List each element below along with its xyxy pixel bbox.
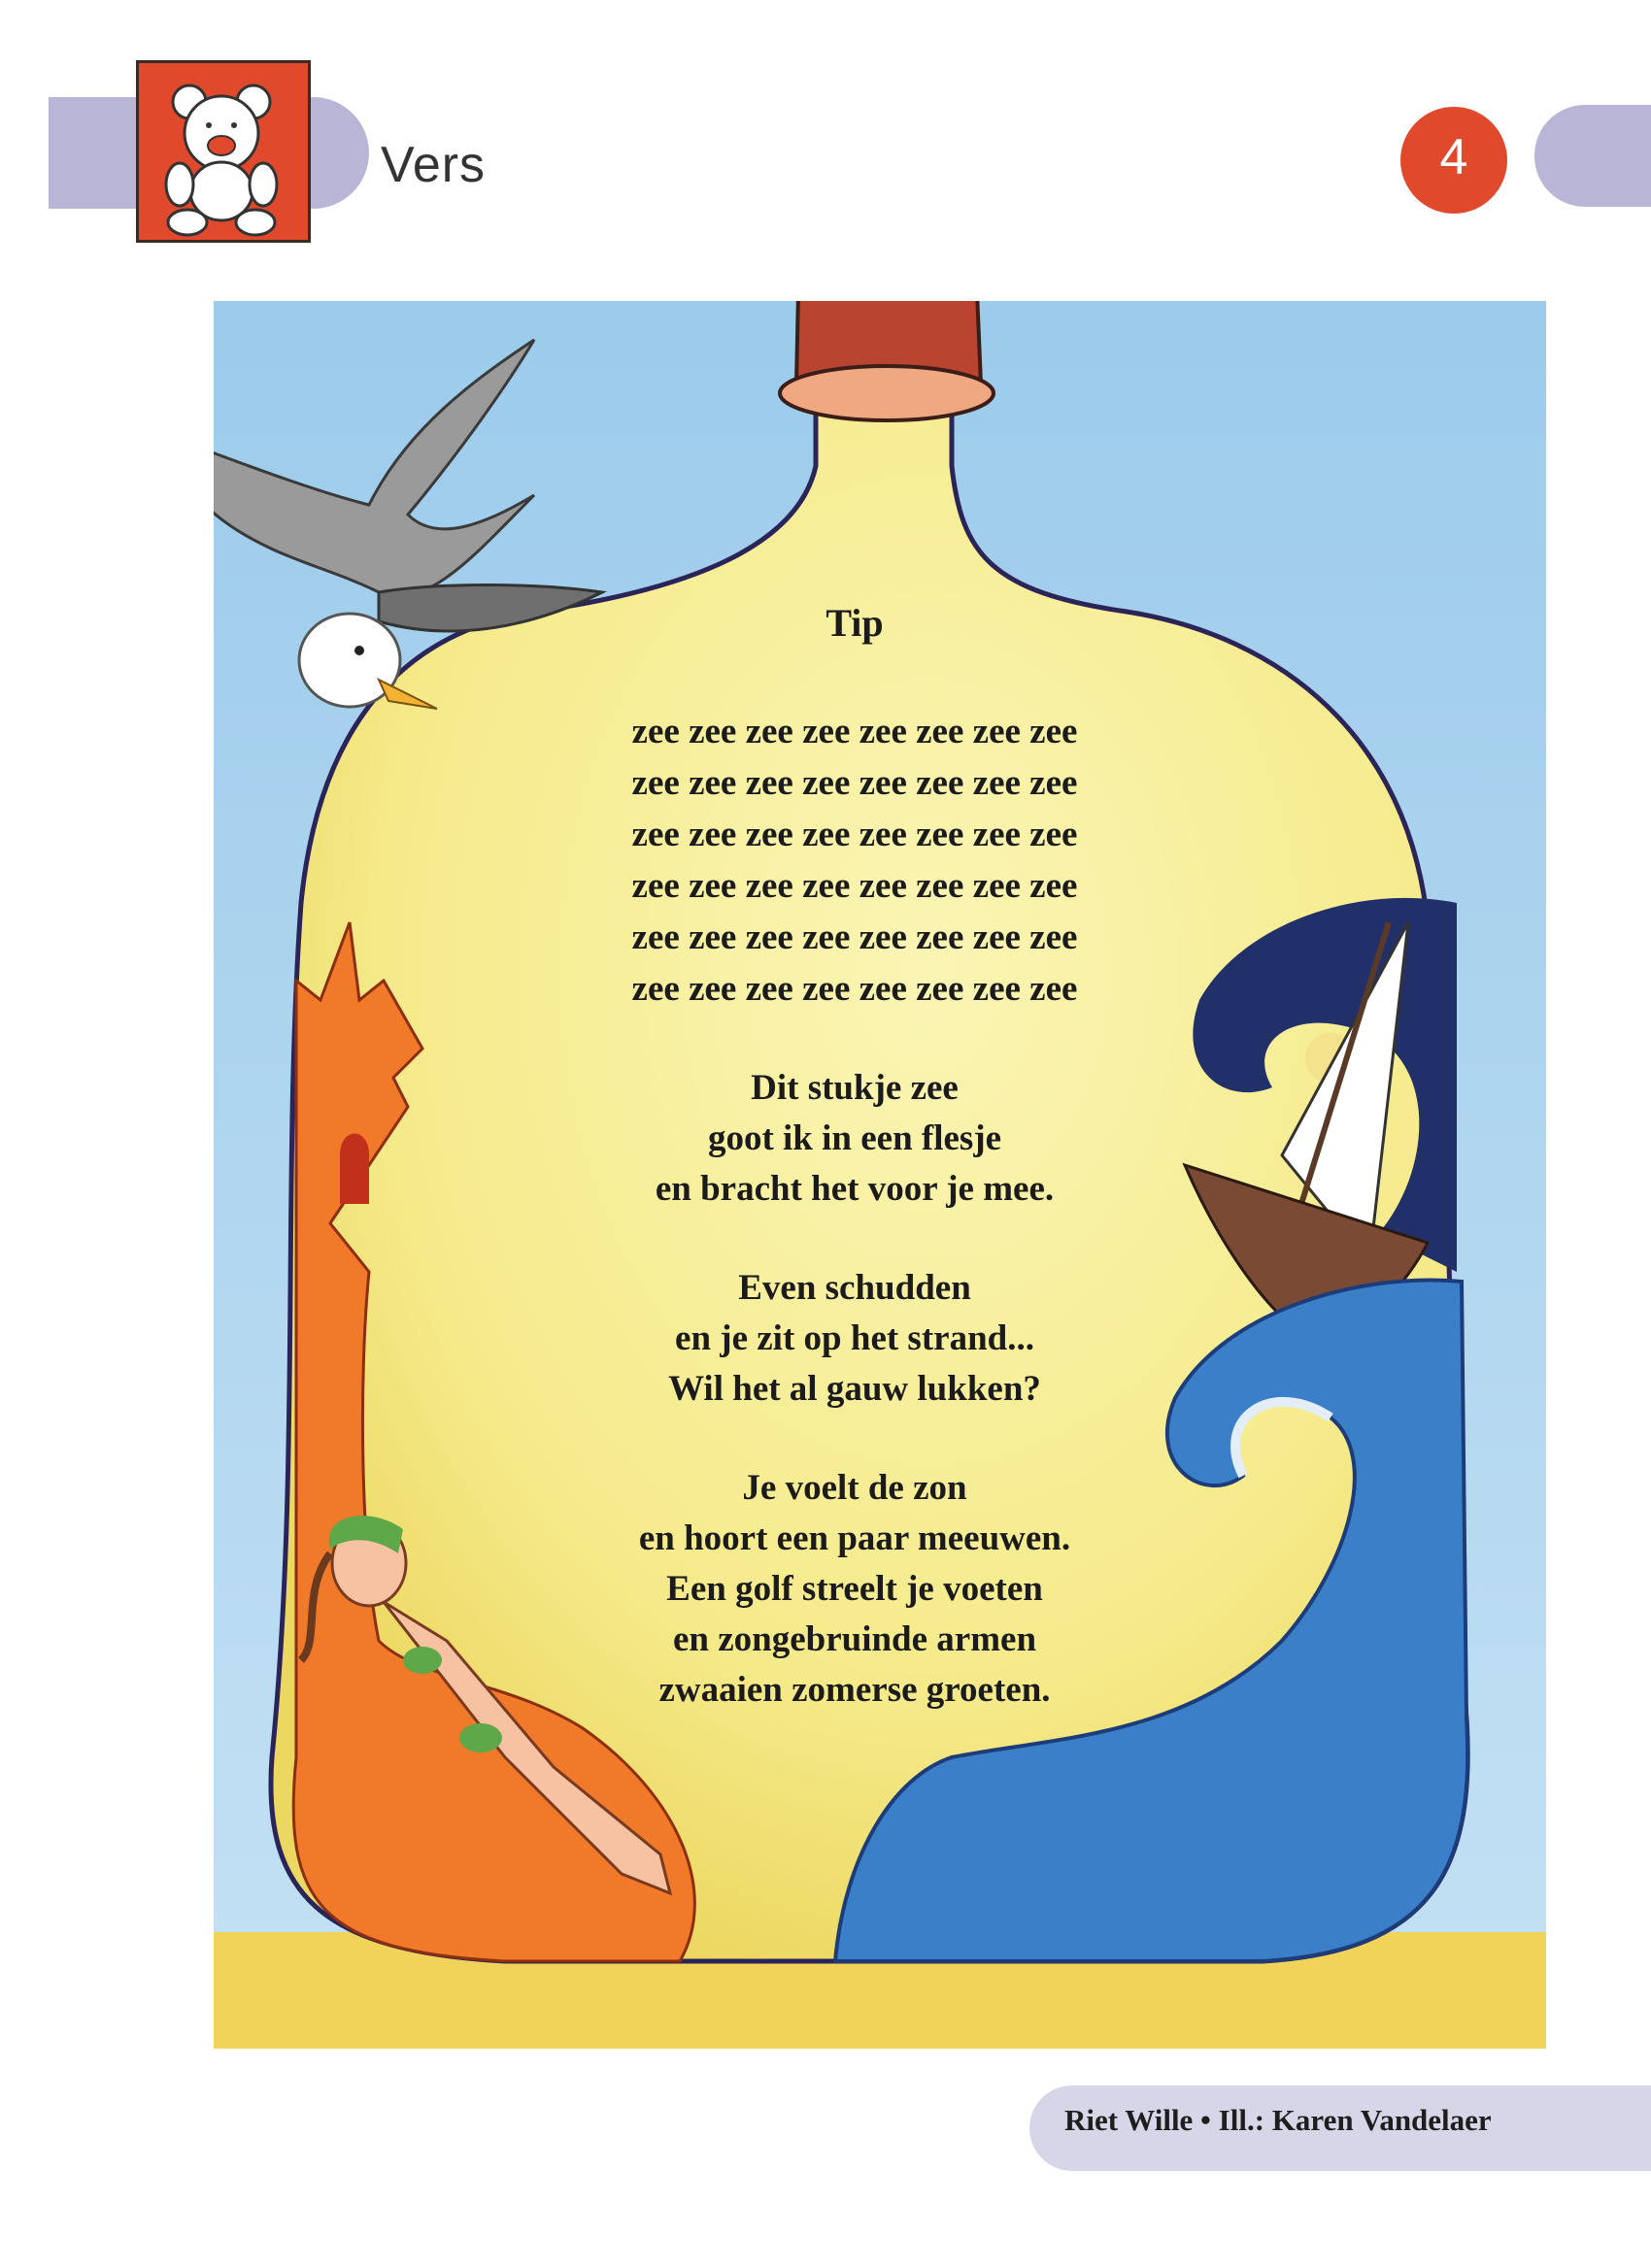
poem-line: en je zit op het strand...	[675, 1318, 1034, 1358]
poem-line: Wil het al gauw lukken?	[668, 1369, 1041, 1409]
poem-line: Dit stukje zee	[751, 1068, 959, 1108]
author-illustrator-credit: Riet Wille • Ill.: Karen Vandelaer	[1064, 2103, 1492, 2137]
zee-line: zee zee zee zee zee zee zee zee	[631, 712, 1078, 751]
zee-line: zee zee zee zee zee zee zee zee	[631, 969, 1078, 1009]
poem	[427, 600, 1282, 1716]
section-icon-box	[136, 60, 311, 243]
zee-line: zee zee zee zee zee zee zee zee	[631, 866, 1078, 906]
section-label: Vers	[381, 137, 487, 193]
poem-line: en bracht het voor je mee.	[655, 1169, 1055, 1209]
poem-line: Je voelt de zon	[742, 1468, 967, 1508]
repeated-zee-block	[427, 706, 1282, 1015]
poem-title: Tip	[826, 601, 884, 645]
zee-line: zee zee zee zee zee zee zee zee	[631, 815, 1078, 854]
stanza-3	[427, 1463, 1282, 1716]
stanza-1	[427, 1063, 1282, 1215]
poem-line: zwaaien zomerse groeten.	[658, 1670, 1051, 1710]
page-number-badge: 4	[1400, 107, 1507, 214]
poem-line: goot ik in een flesje	[707, 1118, 1002, 1158]
poem-line: Even schudden	[738, 1268, 971, 1308]
castle-window	[340, 1134, 369, 1205]
stanza-2	[427, 1263, 1282, 1415]
zee-line: zee zee zee zee zee zee zee zee	[631, 917, 1078, 957]
zee-line: zee zee zee zee zee zee zee zee	[631, 763, 1078, 803]
teddy-bear-icon	[139, 63, 308, 240]
poem-line: en zongebruinde armen	[672, 1619, 1037, 1659]
header-band-right	[1534, 105, 1651, 207]
bottle-neck-ring	[780, 366, 994, 420]
poem-line: Een golf streelt je voeten	[666, 1569, 1043, 1609]
poem-line: en hoort een paar meeuwen.	[638, 1518, 1071, 1558]
